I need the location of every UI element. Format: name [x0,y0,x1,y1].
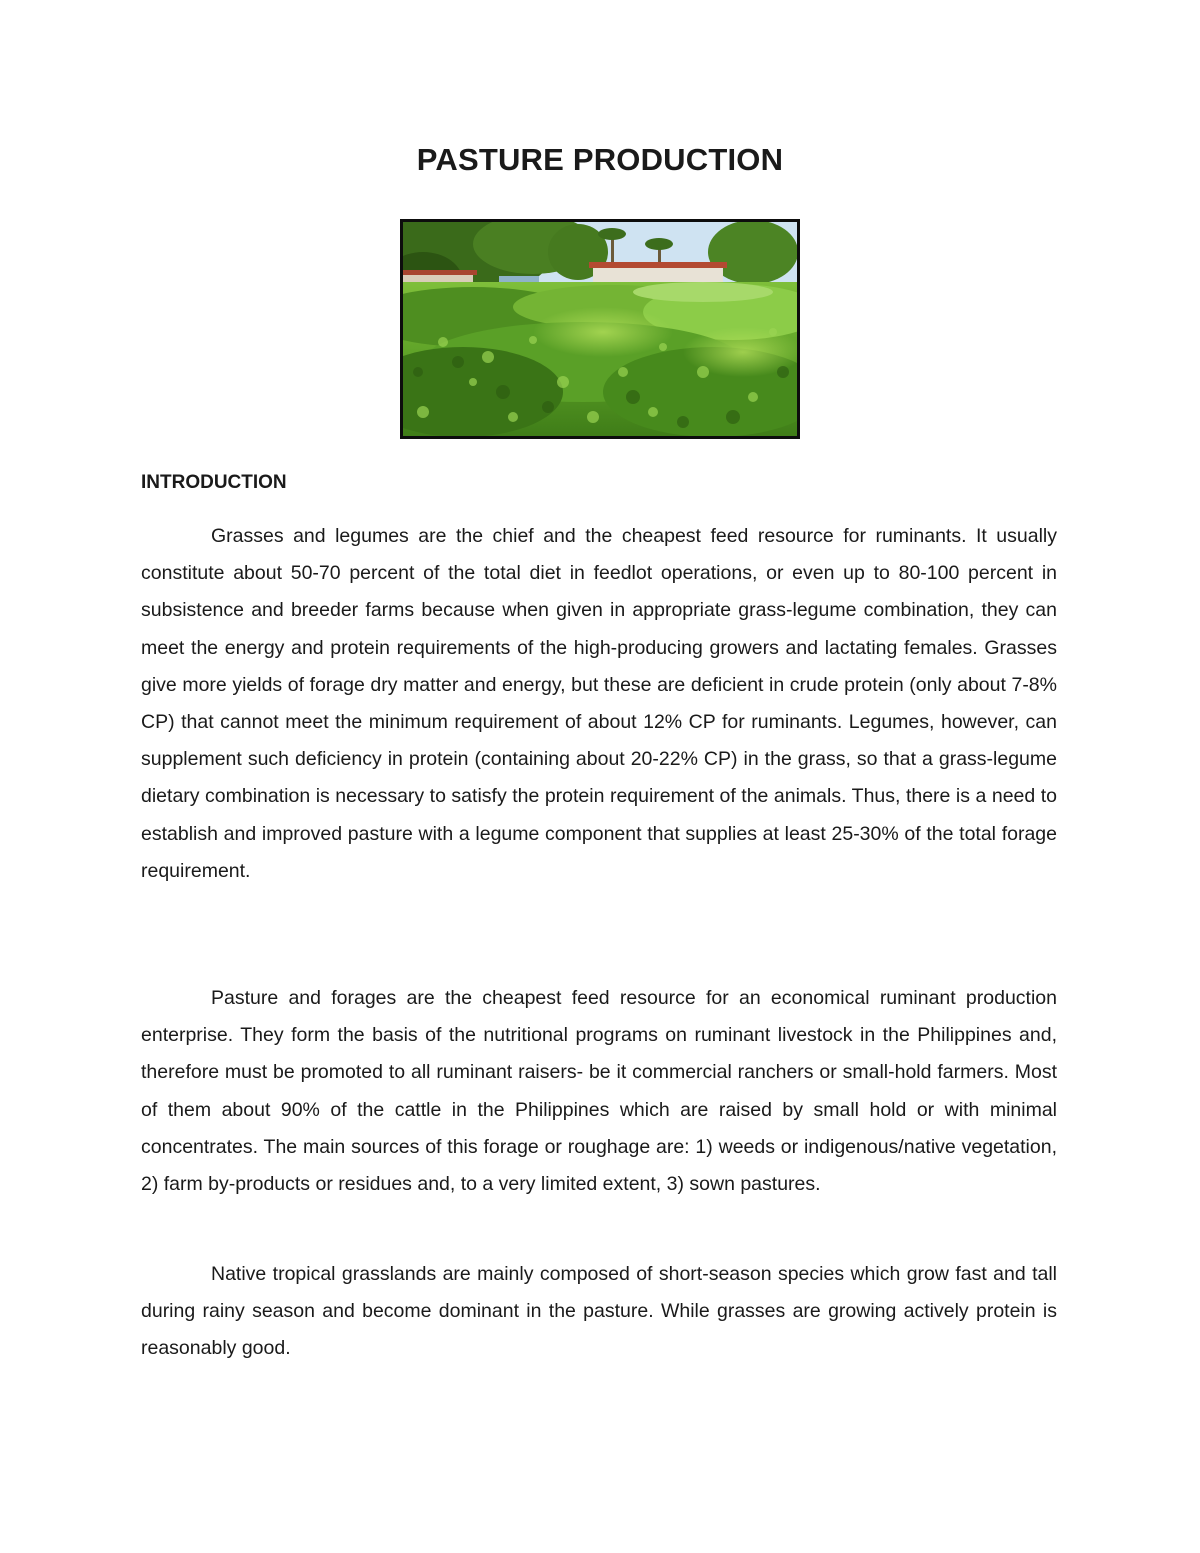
paragraph-3: Native tropical grasslands are mainly composed of short-season species which grow fast and tall during rainy season and become dominant in the pasture. While grasses are growing actively protein is reasonably good. [141,1263,1057,1360]
paragraph-1: Grasses and legumes are the chief and the cheapest feed resource for ruminants. It usually constitute about 50-70 percent of the total diet in feedlot operations, or even up to 80-100 percent in subsistence and breeder farms because when given in appropriate grass-legume combination, they can meet the energy and protein requirements of the high-producing growers and lactating females. Grasses give more yields of forage dry matter and energy, but these are deficient in crude protein (only about 7-8% CP) that cannot meet the minimum requirement of about 12% CP for ruminants. Legumes, however, can supplement such deficiency in protein (containing about 20-22% CP) in the grass, so that a grass-legume dietary combination is necessary to satisfy the protein requirement of the animals. Thus, there is a need to establish and improved pasture with a legume component that supplies at least 25-30% of the total forage requirement. [141,525,1057,882]
paragraph-2: Pasture and forages are the cheapest feed resource for an economical ruminant production enterprise. They form the basis of the nutritional programs on ruminant livestock in the Philippines and, therefore must be promoted to all ruminant raisers- be it commercial ranchers or small-hold farmers. Most of them about 90% of the cattle in the Philippines which are raised by small hold or with minimal concentrates. The main sources of this forage or roughage are: 1) weeds or indigenous/native vegetation, 2) farm by-products or residues and, to a very limited extent, 3) sown pastures. [141,987,1057,1196]
document-title: PASTURE PRODUCTION [416,142,784,177]
section-heading-introduction: INTRODUCTION [141,472,287,493]
pasture-photo [400,219,800,439]
pasture-photo-illustration [403,222,797,436]
